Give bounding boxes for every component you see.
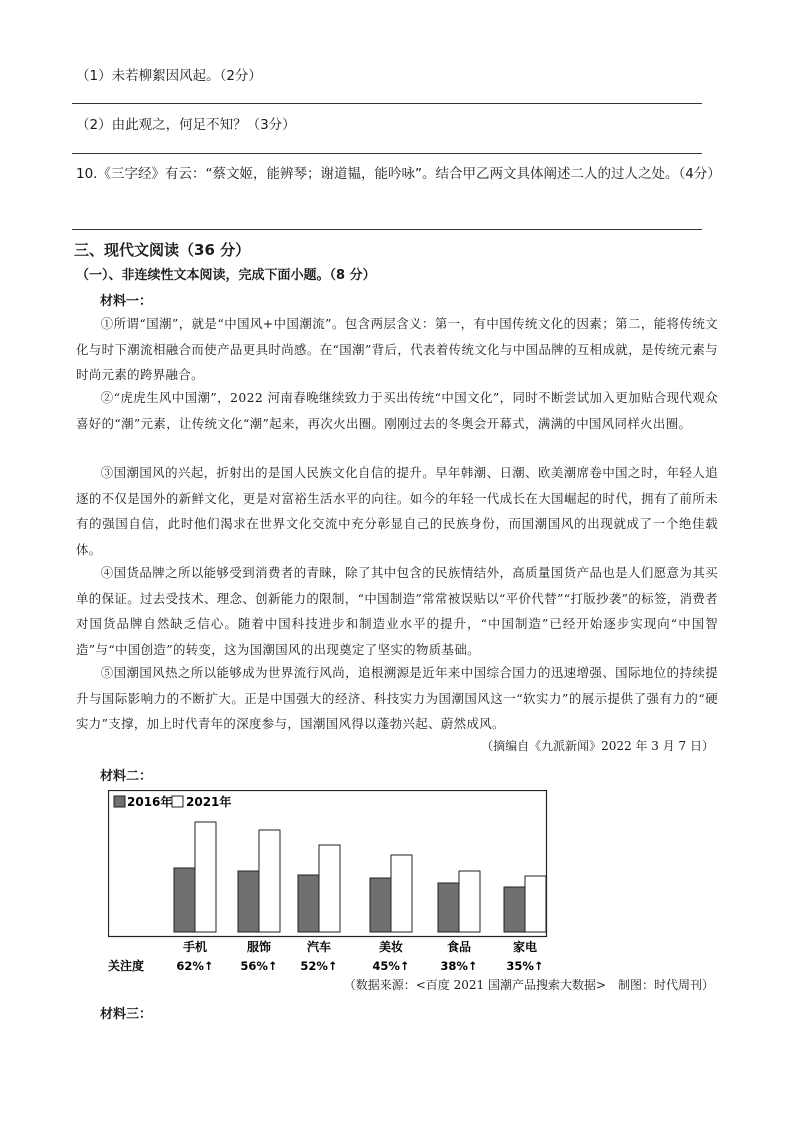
bar-2021-2 (319, 845, 340, 932)
question-10: 10.《三字经》有云：“蔡文姬，能辨琴；谢道韫，能吟咏”。结合甲乙两文具体阐述二人的过人之处。（4分） (76, 166, 721, 182)
material-1-paragraph-5: ⑤国潮国风热之所以能够成为世界流行风尚，追根溯源是近年来中国综合国力的迅速增强、国际地位的持续提升与国际影响力的不断扩大。正是中国强大的经济、科技实力为国潮国风这一“软实力”的展示提供了强有力的“硬实力”支撑，加上时代青年的深度参与，国潮国风得以蓬勃兴起、蔚然成风。 (76, 665, 718, 732)
chart-legend (114, 794, 231, 809)
category-label: 食品 (446, 940, 472, 954)
category-label: 手机 (182, 940, 208, 954)
material-1-paragraph-4: ④国货品牌之所以能够受到消费者的青睐，除了其中包含的民族情结外，高质量国货产品也是人们愿意为其买单的保证。过去受技术、理念、创新能力的限制，“中国制造”常常被误贴以“平价代替”“打版抄袭”的标签，消费者对国货品牌自然缺乏信心。随着中国科技进步和制造业水平的提升，“中国制造”已经开始逐步实现向“中国智造”与“中国创造”的转变，这为国潮国风的出现奠定了坚实的物质基础。 (76, 565, 718, 657)
growth-label: 52%↑ (300, 959, 338, 973)
category-label: 家电 (512, 940, 538, 954)
bar-2016-3 (370, 878, 391, 932)
material-2-source: （数据来源：<百度 2021 国潮产品搜索大数据> 制图：时代周刊） (343, 978, 714, 992)
material-1-paragraph-1: ①所谓“国潮”，就是“中国风+中国潮流”。包含两层含义：第一，有中国传统文化的因素；第二，能将传统文化与时下潮流相融合而使产品更具时尚感。在“国潮”背后，代表着传统文化与中国品牌的互相成就，是传统元素与时尚元素的跨界融合。 (76, 316, 718, 383)
legend-swatch-2016 (114, 796, 125, 807)
growth-label: 62%↑ (176, 959, 214, 973)
answer-line[interactable] (72, 103, 702, 104)
material-1-label: 材料一： (100, 294, 153, 309)
bar-2016-5 (504, 887, 525, 932)
bar-2016-4 (438, 883, 459, 932)
subsection-title: （一）、非连续性文本阅读，完成下面小题。（8 分） (76, 268, 376, 283)
material-1-paragraph-3: ③国潮国风的兴起，折射出的是国人民族文化自信的提升。早年韩潮、日潮、欧美潮席卷中国之时，年轻人追逐的不仅是国外的新鲜文化，更是对富裕生活水平的向往。如今的年轻一代成长在大国崛起的时代，拥有了前所未有的强国自信，此时他们渴求在世界文化交流中充分彰显自己的民族身份，而国潮国风的出现就成了一个绝佳载体。 (76, 465, 718, 557)
bar-2021-4 (459, 871, 480, 932)
growth-label: 35%↑ (506, 959, 544, 973)
answer-line[interactable] (72, 229, 702, 230)
material-3-label: 材料三： (100, 1007, 153, 1022)
bar-2016-0 (174, 868, 195, 932)
question-9-1: （1）未若柳絮因风起。（2分） (76, 68, 262, 84)
category-label: 服饰 (246, 940, 272, 954)
legend-swatch-2021 (172, 796, 183, 807)
legend-label-2021: 2021年 (186, 795, 232, 809)
growth-label: 45%↑ (372, 959, 410, 973)
material-1-paragraph-2: ②“虎虎生风中国潮”，2022 河南春晚继续致力于买出传统“中国文化”，同时不断尝试加入更加贴合现代观众喜好的“潮”元素，让传统文化“潮”起来，再次火出圈。刚刚过去的冬奥会开幕式，满满的中国风同样火出圈。 (76, 390, 718, 431)
bar-2021-1 (259, 830, 280, 932)
bar-chart (108, 790, 554, 976)
growth-label: 38%↑ (440, 959, 478, 973)
section-title: 三、现代文阅读（36 分） (74, 241, 251, 259)
bar-2021-3 (391, 855, 412, 932)
bar-2016-1 (238, 871, 259, 932)
answer-line[interactable] (72, 153, 702, 154)
material-2-label: 材料二： (100, 769, 153, 784)
growth-label: 56%↑ (240, 959, 278, 973)
bar-2021-0 (195, 822, 216, 932)
material-1-source: （摘编自《九派新闻》2022 年 3 月 7 日） (481, 739, 714, 753)
question-9-2: （2）由此观之，何足不知？（3分） (76, 117, 296, 133)
row-label: 关注度 (108, 959, 145, 973)
legend-label-2016: 2016年 (127, 795, 173, 809)
bar-2016-2 (298, 875, 319, 932)
category-label: 美妆 (378, 940, 404, 954)
category-label: 汽车 (306, 940, 332, 954)
bar-2021-5 (525, 876, 546, 932)
